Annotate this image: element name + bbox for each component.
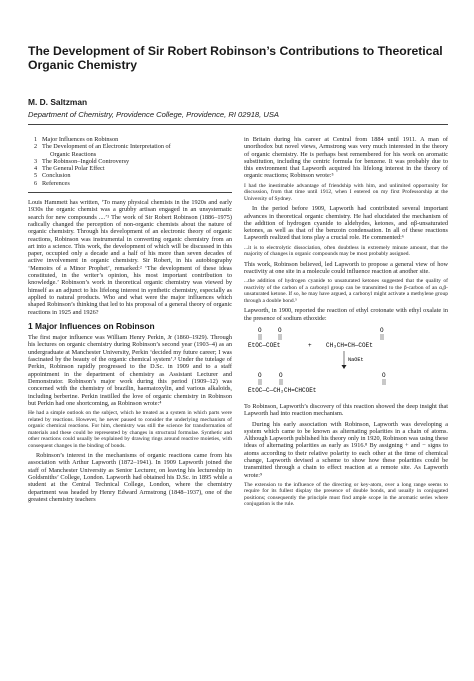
- block-quote: ...the addition of hydrogen cyanide to unsaturated ketones suggested that the quality of reactivity of the carbon of a carbonyl group can be transmitted to the β-carbon of an α,β-unsaturated ketone. If so, he may have argued, a carbonyl might activate a methylene group through a double bond.⁵: [244, 278, 448, 304]
- arrow-head: [342, 365, 347, 369]
- body-paragraph: In the period before 1909, Lapworth had contributed several important advances in theoretical organic chemistry. He had elucidated the mechanism of the addition of hydrogen cyanide to aldehydes, ketones, and αβ-unsaturated ketones, as well as that of the benzoin condensation. In all of these reactions Lapworth realized that ions play a crucial role. He commented:⁶: [244, 205, 448, 242]
- body-paragraph: To Robinson, Lapworth’s discovery of this reaction showed the deep insight that Lapworth had into reaction mechanism.: [244, 402, 448, 418]
- header-rule: [28, 124, 448, 125]
- body-paragraph: The first major influence was William Henry Perkin, Jr (1860–1929). Through his lectures on organic chemistry during Robinson’s second year (1903–4) as an undergraduate at Manchester University, Perkin ‘decided my future career; I was fascinated by the beauty of the organic chemical system’.³ Under the tutelage of Perkin, Robinson rapidly progressed to the D.Sc. in 1909 and to a staff appointment in the department of chemistry as Assistant Lecturer and Demonstrator. Robinson’s major work during this period (1909–12) was concerned with the chemistry of brazilin, haematoxylin, and various alkaloids, including berberine. Perkin instilled the love of organic chemistry in Robinson but Perkin had one shortcoming, as Robinson wrote:⁴: [28, 334, 232, 407]
- paper-title: The Development of Sir Robert Robinson’s Contributions to Theoretical Organic Chemistry: [28, 44, 443, 72]
- carbonyl-oxygen: O: [382, 371, 386, 379]
- toc-item: 2 The Development of an Electronic Interpretation of: [34, 143, 171, 151]
- intro-paragraph: Louis Hammett has written, ‘To many physical chemists in the 1920s and early 1930s the organic chemist was a grubby artisan engaged in an unsystematic search for new compounds ....’¹ The work of Sir Robert Robinson (1886–1975) radically changed the perception of non-organic chemists about the nature of organic chemistry. Through his development of an electronic theory of organic reactions, Robinson was instrumental in converting organic chemistry from an art into a science. This work, the development of which will be discussed in this paper, occupied only a decade and a half of his more than seven decades of active involvement in organic chemistry. Sir Robert, in his autobiography ‘Memoirs of a Minor Prophet’, remarked:² ‘The development of these ideas constituted, in the writer’s opinion, his most important contribution to knowledge.’ Robinson’s work in theoretical organic chemistry was viewed by himself as an adjunct to his lifelong interest in synthetic chemistry, especially as applied to natural products. Who and what were the major influences which shaped Robinson’s thinking that led to his proposal of a general theory of organic reactions in 1925 and 1926?: [28, 199, 232, 316]
- body-paragraph: This work, Robinson believed, led Lapworth to propose a general view of how reactivity at one site in a molecule could influence reaction at another site.: [244, 260, 448, 276]
- block-quote: The extension to the influence of the directing or key-atom, over a long range seems to require for its fullest display the presence of double bonds, and usually in conjugated positions; consequently the principle must find ample scope in the aromatic series where conjugation is the rule.: [244, 481, 448, 508]
- toc-item: 5 Conclusion: [34, 172, 71, 180]
- toc-item: 4 The General Polar Effect: [34, 165, 105, 173]
- toc-item: Organic Reactions: [50, 150, 97, 158]
- right-column: [244, 136, 448, 511]
- affiliation: Department of Chemistry, Providence College, Providence, RI 02918, USA: [28, 110, 279, 119]
- reaction-scheme: [244, 325, 448, 399]
- body-paragraph: Lapworth, in 1900, reported the reaction of ethyl crotonate with ethyl oxalate in the presence of sodium ethoxide:: [244, 307, 448, 322]
- carbonyl-oxygen: O: [278, 326, 282, 334]
- block-quote: He had a simple outlook on the subject, which he treated as a system in which parts were related by reactions. However, he never paused to consider the underlying mechanism of organic chemical reactions. For him, chemistry was still the science for transformation of materials and these could be represented by changes in structural formulae. Synthetic and other reactions could usually be explained by drawing rings around reactive moieties, with consequent changes in the binding of bonds.: [28, 410, 232, 449]
- carbonyl-oxygen: O: [279, 371, 283, 379]
- body-paragraph: in Britain during his career at Central from 1884 until 1911. A man of unorthodox but novel views, Armstrong was very much interested in the theory of organic chemistry. He is perhaps best remembered for his work on aromatic substitution, including the centric formula for benzene. It was probably due to this environment that Lapworth acquired his lifelong interest in the theory of organic reactions; Robinson wrote:⁵: [244, 136, 448, 180]
- carbonyl-oxygen: O: [380, 326, 384, 334]
- table-of-contents: [34, 136, 232, 187]
- left-column: [28, 136, 232, 506]
- section-heading: 1 Major Influences on Robinson: [28, 320, 155, 331]
- toc-item: 1 Major Influences on Robinson: [34, 136, 119, 143]
- reaction-product: EtOC—C—CH₂CH=CHCOEt: [248, 386, 317, 394]
- reactant-ethyl-oxalate: EtOC—COEt: [248, 341, 281, 349]
- author: M. D. Saltzman: [28, 97, 88, 107]
- reagent-label: NaOEt: [348, 356, 364, 363]
- carbonyl-oxygen: O: [258, 326, 262, 334]
- reactant-ethyl-crotonate: CH₃CH=CH—COEt: [326, 341, 373, 349]
- block-quote: I had the inestimable advantage of friendship with him, and unlimited opportunity for discussion, from that time until 1912, when I entered on my first Professorship at the University of Sydney.: [244, 182, 448, 202]
- toc-item: 6 References: [34, 179, 70, 187]
- plus-sign: +: [308, 341, 312, 349]
- toc-item: 3 The Robinson–Ingold Controversy: [34, 157, 130, 165]
- carbonyl-oxygen: O: [258, 371, 262, 379]
- toc-rule: [28, 192, 232, 193]
- block-quote: ...it is to electrolytic dissociation, often doubtless in extremely minute amount, that the majority of changes in organic compounds may be most probably assigned.: [244, 244, 448, 258]
- body-paragraph: During his early association with Robinson, Lapworth was developing a system which came to be known as alternating polarities in a chain of atoms. Although Lapworth published his theory only in 1920, Robinson was using these ideas of alternating polarities as early as 1916.⁸ By assigning + and − signs to atoms according to their relative polarity to each other at the time of chemical change, Lapworth devised a scheme to show how these polarities could be transmitted through a chain to effect reaction at a remote site. As Lapworth wrote:⁹: [244, 420, 448, 479]
- body-paragraph: Robinson’s interest in the mechanisms of organic reactions came from his association with Arthur Lapworth (1872–1941). In 1909 Lapworth joined the staff of Manchester University as Senior Lecturer, on leaving his lectureship in Goldsmiths’ College, London. Lapworth had obtained his D.Sc. in 1895 while a student at the Central Technical College, London, where the chemistry department was headed by Henry Edward Armstrong (1848–1937), one of the greatest chemistry teachers: [28, 452, 232, 503]
